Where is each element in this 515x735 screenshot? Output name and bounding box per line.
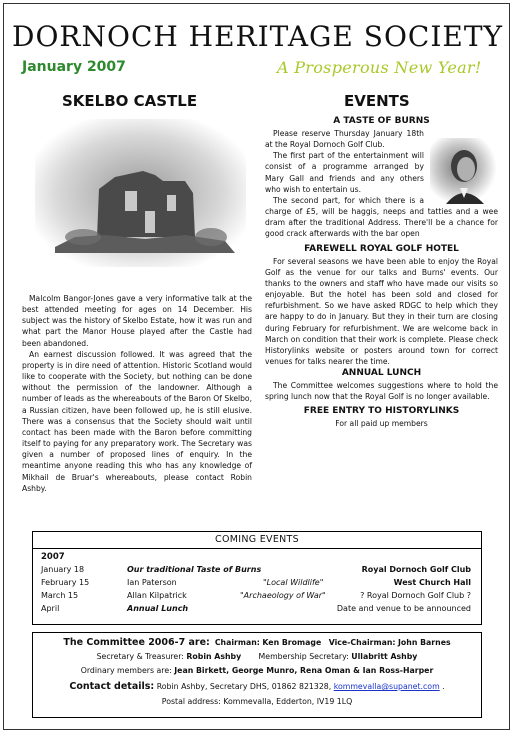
contact-text: Robin Ashby, Secretary DHS, 01862 821328, xyxy=(156,682,332,691)
skelbo-castle-photo xyxy=(35,119,246,267)
skelbo-paragraph: An earnest discussion followed. It was agreed that the property is in dire need of attention. Historic Scotland would like to cooperate with the Society, but nothing can be done without the permission of the landowner. Although a number of leads as the whereabouts of the Baron Of Skelbo, a Russian citizen, have been followed up, he is still elusive. There was a consensus that the Society should wait until contact has been made with the Baron before committing itself to paying for any preparatory work. The Secretary was given a number of proposed lines of enquiry. In the meantime anyone reading this who has any knowledge of Mikhail de Bruar's whereabouts, please contact Robin Ashby. xyxy=(22,349,252,493)
event-venue: Royal Dornoch Golf Club xyxy=(361,565,471,574)
vice-chairman-name: John Barnes xyxy=(398,638,451,647)
chairman-name: Ken Bromage xyxy=(262,638,322,647)
event-venue: West Church Hall xyxy=(393,578,471,587)
postal-address: Postal address: Kommevalla, Edderton, IV19 1LQ xyxy=(161,697,353,706)
committee-ordinary xyxy=(33,666,481,675)
farewell-heading: FAREWELL ROYAL GOLF HOTEL xyxy=(304,243,459,254)
issue-date: January 2007 xyxy=(22,59,126,75)
contact-end: . xyxy=(442,682,445,691)
historylinks-heading: FREE ENTRY TO HISTORYLINKS xyxy=(303,406,460,417)
burns-paragraph: The first part of the entertainment will consist of a programme arranged by Mary Gall and friends and any others who wish to entertain us. xyxy=(265,151,424,194)
events-heading: EVENTS xyxy=(344,92,410,110)
event-venue: Date and venue to be announced xyxy=(336,604,471,613)
membership-label: Membership Secretary: xyxy=(258,652,349,661)
ordinary-members: Jean Birkett, George Munro, Rena Oman & Ian Ross-Harper xyxy=(174,666,434,675)
historylinks-note: For all paid up members xyxy=(335,419,428,429)
event-date: January 18 xyxy=(41,565,85,574)
committee-box xyxy=(32,632,482,718)
newsletter-title: DORNOCH HERITAGE SOCIETY xyxy=(12,20,503,53)
lunch-paragraph: The Committee welcomes suggestions where to hold the spring lunch now that the Royal Golf is no longer available. xyxy=(265,381,498,402)
membership-name: Ullabritt Ashby xyxy=(351,652,418,661)
event-topic: "Local Wildlife" xyxy=(263,578,324,587)
committee-secretaries xyxy=(33,652,481,661)
chairman-label: Chairman: xyxy=(214,638,260,647)
coming-events-box xyxy=(32,531,482,625)
new-year-greeting: A Prosperous New Year! xyxy=(277,58,482,77)
event-row xyxy=(33,591,481,603)
event-title: Our traditional Taste of Burns xyxy=(127,565,262,574)
skelbo-article xyxy=(22,293,252,494)
event-speaker: Ian Paterson xyxy=(127,578,177,587)
secretary-label: Secretary & Treasurer: xyxy=(96,652,184,661)
burns-heading: A TASTE OF BURNS xyxy=(333,116,430,126)
email-link[interactable]: kommevalla@supanet.com xyxy=(333,682,440,691)
event-title: Annual Lunch xyxy=(127,604,189,613)
events-year: 2007 xyxy=(41,552,65,562)
robert-burns-portrait xyxy=(430,138,496,204)
event-speaker: Allan Kilpatrick xyxy=(127,591,187,600)
burns-paragraph: Please reserve Thursday January 18th at the Royal Dornoch Golf Club. xyxy=(265,129,424,150)
skelbo-paragraph: Malcolm Bangor-Jones gave a very informative talk at the best attended meeting for ages on 14 December. His subject was the history of Skelbo Estate, how it was run and what part the Manor House played after the Castle had been abandoned. xyxy=(22,294,252,348)
events-column xyxy=(265,115,498,430)
committee-officers xyxy=(33,637,481,648)
contact-label: Contact details: xyxy=(69,681,155,692)
ordinary-label: Ordinary members are: xyxy=(80,666,172,675)
event-topic: "Archaeology of War" xyxy=(240,591,326,600)
event-row xyxy=(33,578,481,590)
event-date: April xyxy=(41,604,60,613)
skelbo-heading: SKELBO CASTLE xyxy=(62,92,198,110)
secretary-name: Robin Ashby xyxy=(186,652,242,661)
committee-heading: The Committee 2006-7 are: xyxy=(63,637,210,648)
event-row xyxy=(33,604,481,616)
farewell-paragraph: For several seasons we have been able to enjoy the Royal Golf as the venue for our talks and Burns' events. Our thanks to the owners and staff who have made our visits so enjoyable. But the hotel has been sold and closed for refurbishment. So we have asked RDGC to help which they are happy to do in January. But they in their turn are closing during February for refurbishment. We are welcome back in March on condition that their work is complete. Please check Historylinks website or posters around town for correct venues for talks nearer the time. xyxy=(265,256,498,366)
event-date: March 15 xyxy=(41,591,79,600)
lunch-heading: ANNUAL LUNCH xyxy=(341,368,422,379)
contact-details xyxy=(33,681,481,692)
event-venue: ? Royal Dornoch Golf Club ? xyxy=(360,591,471,600)
coming-events-heading: COMING EVENTS xyxy=(215,534,299,545)
event-date: February 15 xyxy=(41,578,90,587)
divider xyxy=(33,548,481,549)
event-row xyxy=(33,565,481,577)
burns-paragraph: The second part, for which there is a charge of £5, will be haggis, neeps and tatties and a wee dram after the traditional Address. There'll be a chance for good crack afterwards with the bar open xyxy=(265,195,498,239)
vice-chairman-label: Vice-Chairman: xyxy=(328,638,396,647)
